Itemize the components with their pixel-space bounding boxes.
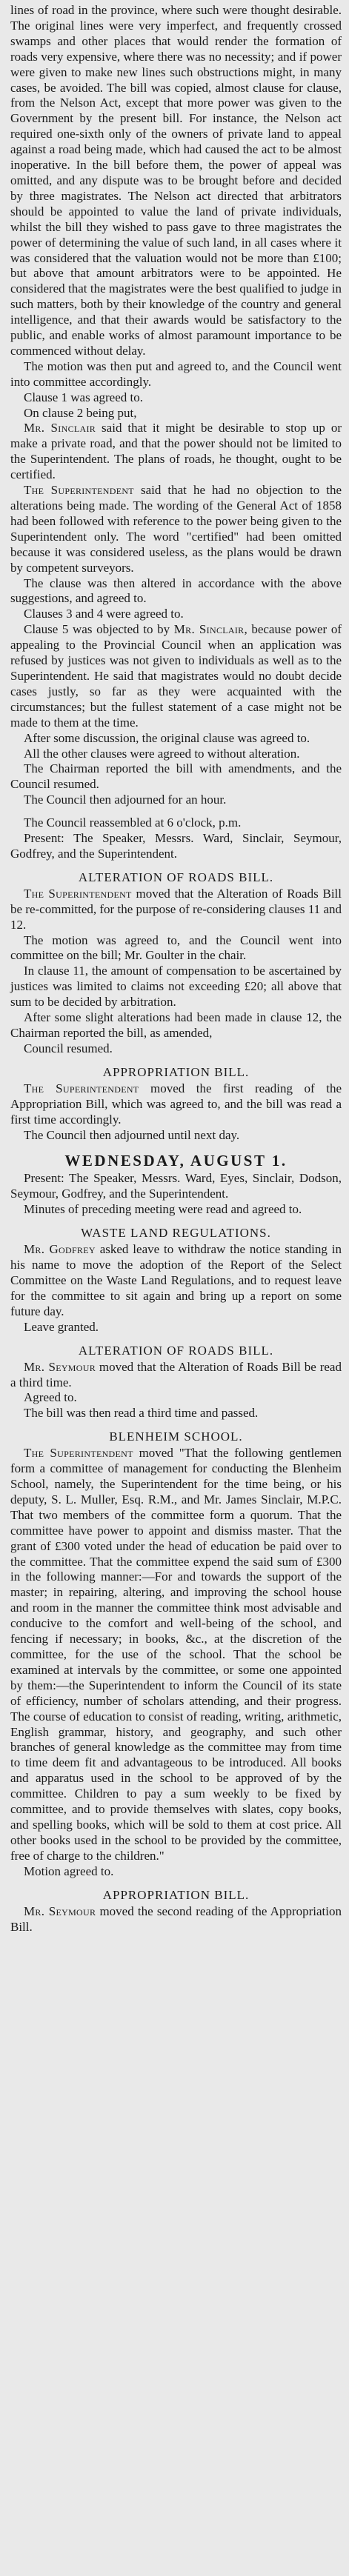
speech-text: moved the second reading of the Appropriation Bill.	[10, 1903, 342, 1934]
paragraph: Present: The Speaker, Messrs. Ward, Eyes, Sinclair, Dodson, Seymour, Godfrey, and the Superintendent.	[10, 1171, 342, 1201]
paragraph: The clause was then altered in accordance with the above suggestions, and agreed to.	[10, 575, 342, 606]
speech-text: Clause 5 was objected to by	[24, 622, 174, 637]
paragraph: The motion was then put and agreed to, and the Council went into committee accordingly.	[10, 358, 342, 389]
paragraph	[10, 483, 342, 575]
paragraph: After some discussion, the original clause was agreed to.	[24, 730, 310, 745]
speech-text: moved that the Alteration of Roads Bill be re-committed, for the purpose of re-considering clauses 11 and 12.	[10, 886, 342, 932]
section-heading: APPROPRIATION BILL.	[102, 1887, 250, 1902]
paragraph: Council resumed.	[24, 1041, 113, 1055]
speaker-name: Mr. Godfrey	[24, 1242, 96, 1257]
paragraph	[10, 1446, 342, 1863]
paragraph	[10, 421, 342, 483]
paragraph	[10, 1081, 342, 1128]
speech-text: moved "That the following gentlemen form a committee of management for conducting the Blenheim School, namely, the Superintendent for the time being, or his deputy, S. L. Muller, Esq. R.M., and Mr. James Sinclair, M.P.C. That two members of the committee form a quorum. That the committee have power to appoint and dismiss master. That the grant of £300 voted under the head of education be paid over to the committee. That the committee expend the said sum of £300 in the following manner:—For and towards the support of the master; in repairing, altering, and improving the school house and room in the manner the committee think most advisable and conducive to the comfort and well-being of the school, and fencing if necessary; in books, &c., at the discretion of the committee, for the use of the school. That the school be examined at intervals by the committee, or some one appointed by them:—the Superintendent to inform the Council of its state of efficiency, number of scholars attending, and their progress. The course of education to consist of reading, writing, arithmetic, English grammar, history, and geography, and such other branches of general knowledge as the committee may from time to time deem fit and advantageous to be introduced. All books and apparatus used in the school to be approved of by the committee. Children to pay a sum weekly to be fixed by committee, and to provide themselves with slates, copy books, and spelling books, which will be sold to them at cost price. All other books used in the school to be provided by the committee, free of charge to the children."	[10, 1446, 342, 1863]
paragraph	[10, 1360, 342, 1391]
paragraph: The Council reassembled at 6 o'clock, p.m.	[24, 815, 242, 830]
speaker-name: The Superintendent	[24, 1446, 133, 1461]
section-heading: WASTE LAND REGULATIONS.	[81, 1226, 271, 1241]
speech-text: moved the first reading of the Appropriation Bill, which was agreed to, and the bill was read a first time accordingly.	[10, 1081, 342, 1127]
paragraph: Clause 1 was agreed to.	[24, 390, 143, 404]
paragraph: After some slight alterations had been made in clause 12, the Chairman reported the bill, as amended,	[10, 1010, 342, 1040]
speaker-name: Mr. Seymour	[24, 1903, 96, 1918]
speaker-name: The Superintendent	[24, 1081, 139, 1095]
section-heading: BLENHEIM SCHOOL.	[109, 1429, 243, 1444]
paragraph: lines of road in the province, where such were thought desirable. The original lines were very imperfect, and frequently crossed swamps and other places that would render the formation of roads very expensive, where there was no necessity; and if power were given to make new lines such obstructions might, in many cases, be avoided. The bill was copied, almost clause for clause, from the Nelson Act, except that more power was given to the Government by the present bill. For instance, the Nelson act required one-sixth only of the owners of private land to appeal against a road being made, which had caused the act to be almost inoperative. In the bill before them, the power of appeal was omitted, and any dispute was to be brought before and decided by three magistrates. The Nelson act directed that arbitrators should be appointed to value the land of private individuals, whilst the bill they wished to pass gave to three magistrates the power of determining the value of such land, in all cases where it was considered that the valuation would not be more than £100; but above that amount arbitrators were to be appointed. He considered that the magistrates were the best qualified to judge in such matters, both by their knowledge of the country and general intelligence, and that their awards would be satisfactory to the public, and enable works of almost paramount importance to be commenced without delay.	[10, 3, 342, 358]
section-heading: ALTERATION OF ROADS BILL.	[78, 870, 274, 884]
paragraph: Agreed to.	[24, 1390, 77, 1405]
section-heading: ALTERATION OF ROADS BILL.	[78, 1343, 274, 1358]
paragraph: Present: The Speaker, Messrs. Ward, Sinclair, Seymour, Godfrey, and the Superintendent.	[10, 831, 342, 861]
speaker-name: Mr. Sinclair	[173, 622, 245, 637]
speech-text: said that he had no objection to the alterations being made. The wording of the General Act of 1858 had been followed with reference to the power being given to the Superintendent only. The word "certified" had been omitted because it was considered useless, as the plans would be drawn by competent surveyors.	[10, 483, 342, 575]
paragraph	[10, 622, 342, 730]
speech-text: asked leave to withdraw the notice standing in his name to move the adoption of the Report of the Select Committee on the Waste Land Regulations, and to request leave for the committee to sit again and bring up a report on some future day.	[10, 1242, 342, 1318]
paragraph: The Chairman reported the bill with amendments, and the Council resumed.	[10, 761, 342, 792]
speaker-name: Mr. Sinclair	[24, 421, 96, 436]
speaker-name: The Superintendent	[24, 483, 134, 498]
paragraph	[10, 1904, 342, 1935]
paragraph: Minutes of preceding meeting were read and agreed to.	[24, 1202, 302, 1217]
paragraph	[10, 1242, 342, 1320]
section-heading: APPROPRIATION BILL.	[102, 1064, 250, 1079]
speaker-name: Mr. Seymour	[24, 1359, 96, 1374]
speech-text: moved that the Alteration of Roads Bill be read a third time.	[10, 1359, 342, 1389]
date-heading: WEDNESDAY, AUGUST 1.	[64, 1152, 287, 1170]
paragraph: In clause 11, the amount of compensation to be ascertained by justices was limited to claims not exceeding £20; all above that sum to be decided by arbitration.	[10, 964, 342, 1010]
paragraph: The Council then adjourned until next day.	[24, 1127, 240, 1142]
paragraph: On clause 2 being put,	[24, 405, 137, 420]
paragraph: Clauses 3 and 4 were agreed to.	[24, 607, 184, 621]
paragraph: The bill was then read a third time and passed.	[24, 1406, 259, 1421]
paragraph: Motion agreed to.	[24, 1863, 114, 1878]
paragraph: Leave granted.	[24, 1319, 99, 1334]
speaker-name: The Superintendent	[24, 886, 132, 901]
paragraph: The Council then adjourned for an hour.	[24, 793, 227, 807]
speech-text: , because power of appealing to the Provincial Council when an application was refused by justices was not given to individuals as well as to the Superintendent. He said that magistrates would no doubt decide cases justly, so far as they were acquainted with the circumstances; but the fullest statement of a case might not be made to them at the time.	[10, 622, 342, 730]
speech-text: said that it might be desirable to stop up or make a private road, and that the power should not be limited to the Superintendent. The plans of roads, he thought, ought to be certified.	[10, 421, 342, 482]
paragraph	[10, 887, 342, 933]
paragraph: All the other clauses were agreed to without alteration.	[24, 746, 300, 761]
paragraph: The motion was agreed to, and the Council went into committee on the bill; Mr. Goulter in the chair.	[10, 932, 342, 963]
